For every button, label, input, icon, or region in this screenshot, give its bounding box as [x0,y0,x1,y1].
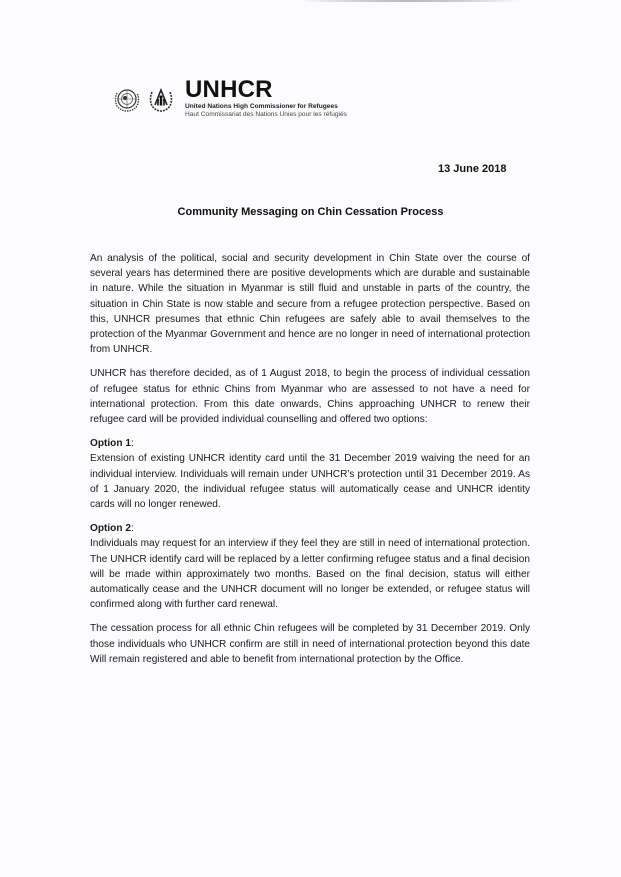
org-acronym: UNHCR [185,76,273,103]
option-1-text: Extension of existing UNHCR identity card until the 31 December 2019 waiving the need for an individual interview. Individuals will remain under UNHCR’s protection until 31 December 2019. As of 1 January 2020, the individual refugee status will automatically cease and UNHCR identity cards will no longer renewed. [90,453,530,511]
org-name-english: United Nations High Commissioner for Refugees [185,103,338,110]
paragraph-decision: UNHCR has therefore decided, as of 1 August 2018, to begin the process of individual cessation of refugee status for ethnic Chins from Myanmar who are assessed to not have a need for international protection. From this date onwards, Chins approaching UNHCR to renew their refugee card will be provided individual counselling and offered two options: [90,368,530,426]
paragraph-analysis: An analysis of the political, social and security development in Chin State over the course of several years has determined there are positive developments which are durable and sustainable in nature. While the situation in Myanmar is still fluid and unstable in parts of the country, the situation in Chin State is now stable and secure from a refugee protection perspective. Based on this, UNHCR presumes that ethnic Chin refugees are safely able to avail themselves to the protection of the Myanmar Government and hence are no longer in need of international protection from UNHCR. [90,253,530,356]
option-1-heading [90,436,530,451]
option-1-heading-label: Option 1 [90,438,131,450]
un-emblem-icon [113,85,141,113]
document-title: Community Messaging on Chin Cessation Process [177,206,444,218]
option-2-heading-label: Option 2 [90,523,131,535]
option-2-heading [90,521,530,536]
option-2-text: Individuals may request for an interview if they feel they are still in need of international protection. The UNHCR identify card will be replaced by a letter confirming refugee status and a final decision will be made within approximately two months. Based on the final decision, status will either automatically cease and the UNHCR document will no longer be extended, or refugee status will confirmed along with further card renewal. [90,538,530,611]
option-1-heading-colon: : [130,438,134,450]
unhcr-letterhead-logo [113,76,347,119]
document-body [90,251,530,676]
unhcr-emblem-icon [147,85,175,113]
org-name-french: Haut Commissariat des Nations Unies pour les réfugiés [185,111,347,118]
document-date: 13 June 2018 [438,163,507,175]
scan-edge [300,0,520,2]
option-2-heading-colon: : [130,523,134,535]
paragraph-closing: The cessation process for all ethnic Chin refugees will be completed by 31 December 2019. Only those individuals who UNHCR confirm are still in need of international protection beyond this date Will remain registered and able to benefit from international protection by the Office. [90,623,530,665]
